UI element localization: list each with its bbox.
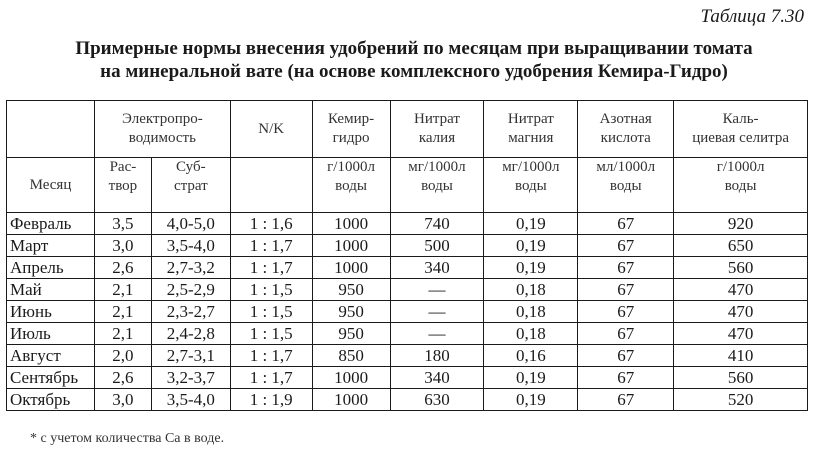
table-cell: 950 — [312, 323, 390, 345]
table-cell: 3,0 — [94, 235, 151, 257]
table-cell: — — [390, 323, 484, 345]
table-cell: 1 : 1,7 — [230, 257, 312, 279]
table-cell: 500 — [390, 235, 484, 257]
table-cell: Июль — [7, 323, 95, 345]
table-cell: 2,6 — [94, 367, 151, 389]
unit-kemira: г/1000л воды — [312, 158, 390, 213]
table-title — [0, 37, 828, 83]
table-row — [7, 345, 808, 367]
unit-kalcievaya-selitra: г/1000л воды — [674, 158, 808, 213]
table-cell: — — [390, 279, 484, 301]
table-cell: 1 : 1,7 — [230, 367, 312, 389]
table-cell: 67 — [578, 213, 674, 235]
table-cell: 0,19 — [484, 213, 578, 235]
table-row — [7, 301, 808, 323]
table-row — [7, 389, 808, 411]
table-cell: Июнь — [7, 301, 95, 323]
table-cell: 3,5 — [94, 213, 151, 235]
header-azotnaya-kislota: Азотная кислота — [578, 101, 674, 158]
table-cell: 67 — [578, 301, 674, 323]
table-cell: 740 — [390, 213, 484, 235]
header-nitrat-kalia: Нитрат калия — [390, 101, 484, 158]
table-cell: 67 — [578, 323, 674, 345]
table-row — [7, 257, 808, 279]
table-cell: 470 — [674, 301, 808, 323]
table-cell: 2,3-2,7 — [151, 301, 230, 323]
table-cell: 850 — [312, 345, 390, 367]
table-cell: 1 : 1,5 — [230, 323, 312, 345]
table-cell: 3,0 — [94, 389, 151, 411]
table-cell: 3,2-3,7 — [151, 367, 230, 389]
unit-azotnaya-kislota: мл/1000л воды — [578, 158, 674, 213]
table-row — [7, 323, 808, 345]
unit-nitrat-kalia: мг/1000л воды — [390, 158, 484, 213]
header-kemira: Кемир- гидро — [312, 101, 390, 158]
header-substrat: Суб- страт — [151, 158, 230, 213]
table-cell: 1000 — [312, 367, 390, 389]
table-cell: 67 — [578, 389, 674, 411]
unit-nitrat-magnia: мг/1000л воды — [484, 158, 578, 213]
table-body — [7, 213, 808, 411]
table-cell: 0,16 — [484, 345, 578, 367]
table-cell: 0,18 — [484, 279, 578, 301]
table-cell: 410 — [674, 345, 808, 367]
table-cell: 0,19 — [484, 257, 578, 279]
header-month: Месяц — [7, 158, 95, 213]
table-cell: 950 — [312, 301, 390, 323]
header-kalcievaya-selitra: Каль- циевая селитра — [674, 101, 808, 158]
table-cell: 560 — [674, 367, 808, 389]
table-cell: Сентябрь — [7, 367, 95, 389]
table-cell: 470 — [674, 279, 808, 301]
table-cell: 4,0-5,0 — [151, 213, 230, 235]
table-cell: 1 : 1,7 — [230, 235, 312, 257]
table-cell: 470 — [674, 323, 808, 345]
header-nitrat-magnia: Нитрат магния — [484, 101, 578, 158]
footnote: * с учетом количества Са в воде. — [30, 431, 225, 446]
table-cell: Октябрь — [7, 389, 95, 411]
table-cell: 1 : 1,9 — [230, 389, 312, 411]
table-cell: 0,19 — [484, 367, 578, 389]
table-cell: 1000 — [312, 257, 390, 279]
title-line-2: на минеральной вате (на основе комплексного удобрения Кемира-Гидро) — [100, 61, 728, 82]
fertilizer-table — [6, 100, 808, 411]
table-row — [7, 235, 808, 257]
table-cell: 2,7-3,2 — [151, 257, 230, 279]
table-cell: 2,1 — [94, 323, 151, 345]
table-cell: 1000 — [312, 213, 390, 235]
table-cell: Август — [7, 345, 95, 367]
table-cell: 2,1 — [94, 279, 151, 301]
table-cell: 180 — [390, 345, 484, 367]
table-cell: Апрель — [7, 257, 95, 279]
table-number-caption: Таблица 7.30 — [700, 6, 804, 27]
table-cell: 2,1 — [94, 301, 151, 323]
header-nk: N/K — [230, 101, 312, 158]
table-cell: 340 — [390, 367, 484, 389]
table-cell: 340 — [390, 257, 484, 279]
table-row — [7, 279, 808, 301]
table-cell: 1000 — [312, 389, 390, 411]
table-cell: 1 : 1,6 — [230, 213, 312, 235]
table-cell: 67 — [578, 367, 674, 389]
table-cell: 1000 — [312, 235, 390, 257]
title-line-1: Примерные нормы внесения удобрений по месяцам при выращивании томата — [75, 38, 753, 59]
table-cell: Февраль — [7, 213, 95, 235]
table-cell: 0,19 — [484, 235, 578, 257]
table-cell: 1 : 1,5 — [230, 279, 312, 301]
table-row — [7, 213, 808, 235]
table-cell: 3,5-4,0 — [151, 235, 230, 257]
table-cell: 67 — [578, 279, 674, 301]
table-cell: 2,6 — [94, 257, 151, 279]
table-cell: 560 — [674, 257, 808, 279]
table-cell: 0,18 — [484, 323, 578, 345]
table-cell: 3,5-4,0 — [151, 389, 230, 411]
table-cell: 67 — [578, 345, 674, 367]
table-cell: 920 — [674, 213, 808, 235]
table-cell: 630 — [390, 389, 484, 411]
table-cell: 67 — [578, 235, 674, 257]
table-cell: 2,0 — [94, 345, 151, 367]
table-cell: 1 : 1,5 — [230, 301, 312, 323]
table-cell: 0,18 — [484, 301, 578, 323]
table-cell: Май — [7, 279, 95, 301]
table-cell: 2,5-2,9 — [151, 279, 230, 301]
header-rastvor: Рас- твор — [94, 158, 151, 213]
table-cell: 2,4-2,8 — [151, 323, 230, 345]
table-cell: — — [390, 301, 484, 323]
table-cell: 950 — [312, 279, 390, 301]
header-conductivity: Электропро- водимость — [94, 101, 230, 158]
table-cell: 0,19 — [484, 389, 578, 411]
table-cell: 67 — [578, 257, 674, 279]
table-row — [7, 367, 808, 389]
table-cell: Март — [7, 235, 95, 257]
table-cell: 1 : 1,7 — [230, 345, 312, 367]
table-cell: 520 — [674, 389, 808, 411]
header-month-blank — [7, 101, 95, 158]
header-nk-unit-blank — [230, 158, 312, 213]
table-cell: 2,7-3,1 — [151, 345, 230, 367]
table-cell: 650 — [674, 235, 808, 257]
